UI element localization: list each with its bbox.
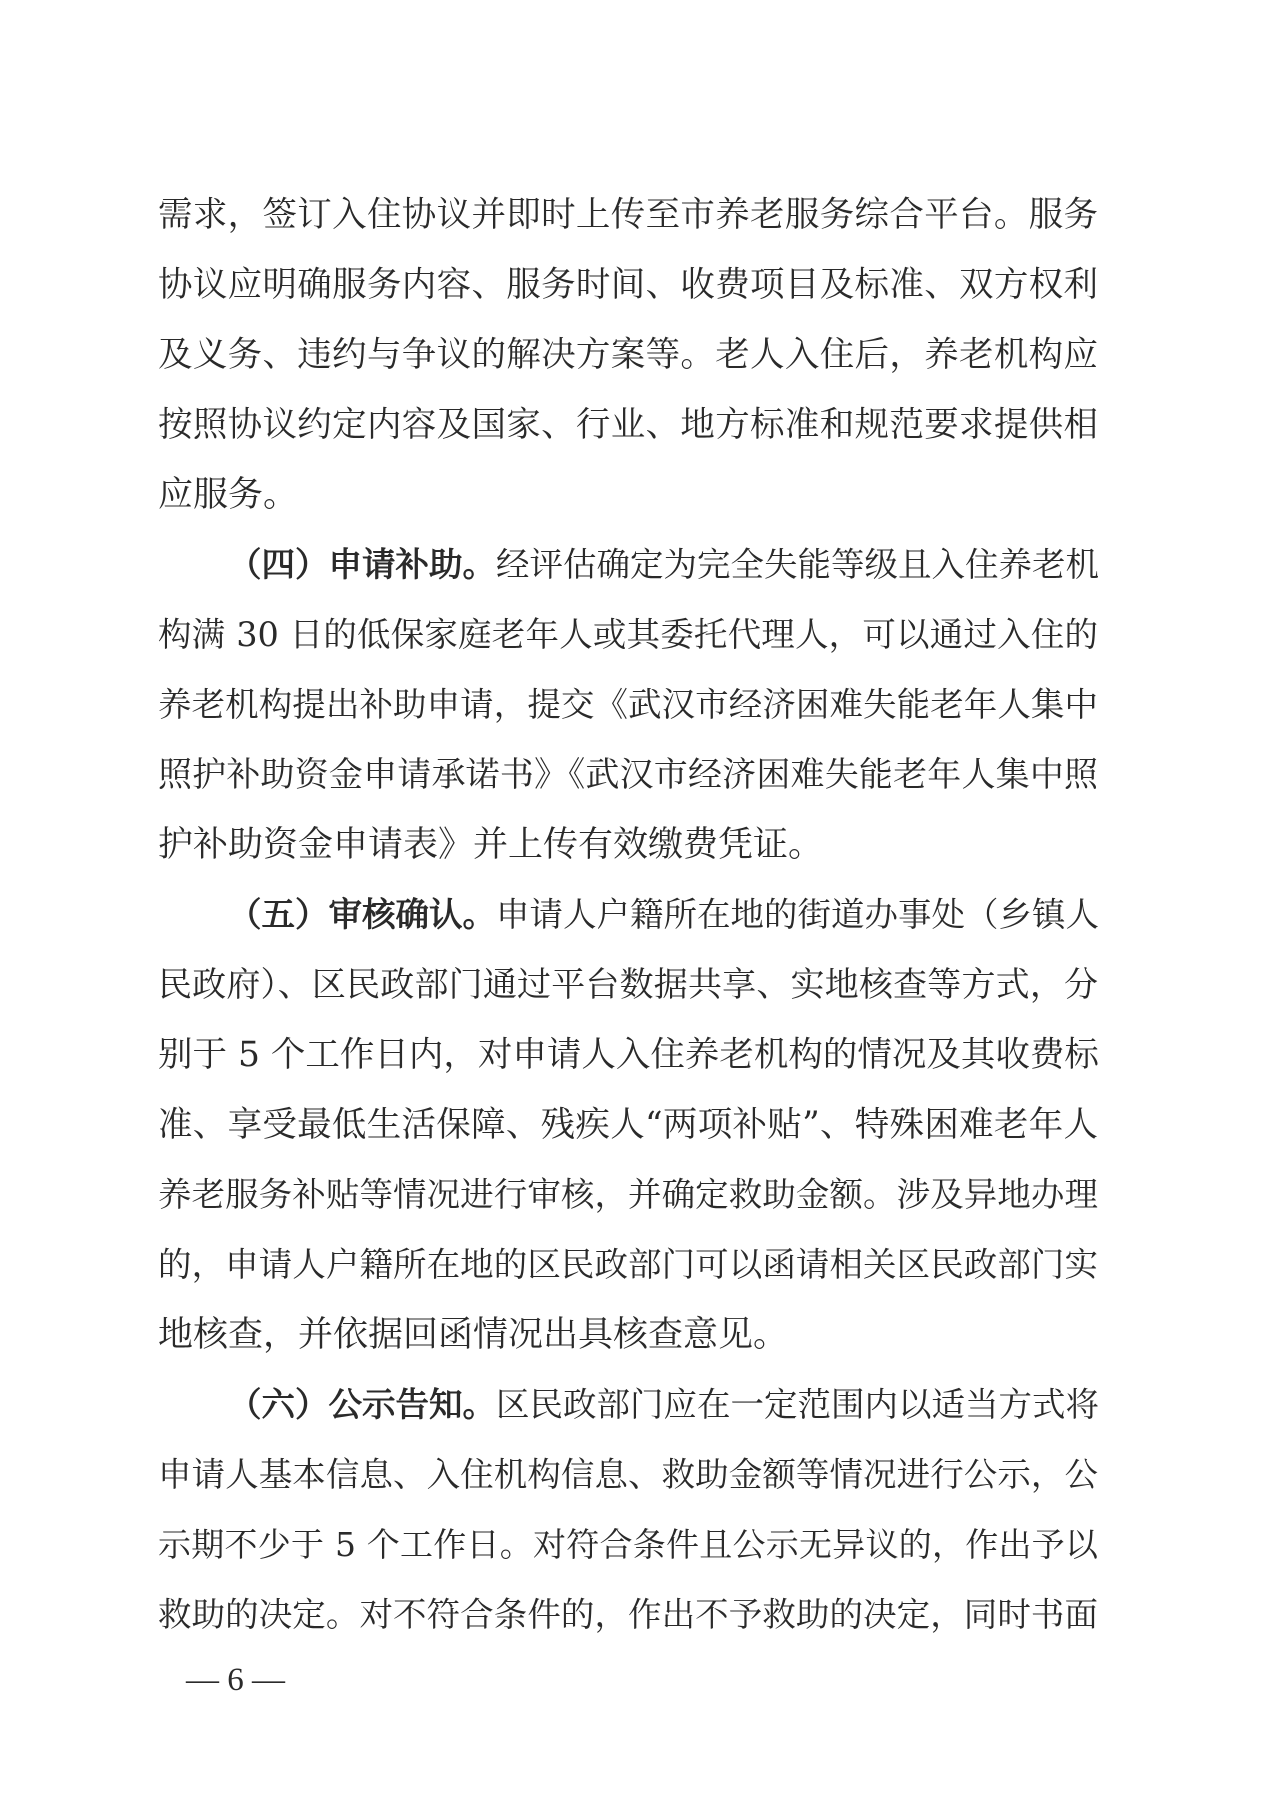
page-number: — 6 —: [186, 1662, 285, 1698]
paragraph-first-line: [228, 540, 1098, 590]
paragraph-line: 养老服务补贴等情况进行审核，并确定救助金额。涉及异地办理: [158, 1175, 1098, 1214]
paragraph-line: 救助的决定。对不符合条件的，作出不予救助的决定，同时书面: [158, 1595, 1098, 1634]
paragraph-line: 地核查，并依据回函情况出具核查意见。: [158, 1315, 789, 1355]
paragraph-first-line: [228, 1380, 1098, 1430]
section-heading: （六）公示告知。: [228, 1385, 496, 1424]
paragraph-line: 按照协议约定内容及国家、行业、地方标准和规范要求提供相: [158, 405, 1098, 445]
paragraph-line: 照护补助资金申请承诺书》《武汉市经济困难失能老年人集中照: [158, 755, 1098, 795]
paragraph-line: 应服务。: [158, 475, 299, 515]
paragraph-line: 协议应明确服务内容、服务时间、收费项目及标准、双方权利: [158, 265, 1098, 305]
paragraph-text: 经评估确定为完全失能等级且入住养老机: [496, 545, 1099, 584]
paragraph-line: 准、享受最低生活保障、残疾人“两项补贴”、特殊困难老年人: [158, 1105, 1098, 1145]
paragraph-line: 养老机构提出补助申请，提交《武汉市经济困难失能老年人集中: [158, 685, 1098, 724]
paragraph-line: 需求，签订入住协议并即时上传至市养老服务综合平台。服务: [158, 195, 1098, 235]
paragraph-line: 申请人基本信息、入住机构信息、救助金额等情况进行公示，公: [158, 1455, 1098, 1494]
paragraph-text: 申请人户籍所在地的街道办事处（乡镇人: [496, 895, 1099, 934]
paragraph-line: 示期不少于 5 个工作日。对符合条件且公示无异议的，作出予以: [158, 1525, 1098, 1564]
section-heading: （四）申请补助。: [228, 545, 496, 584]
paragraph-line: 及义务、违约与争议的解决方案等。老人入住后，养老机构应: [158, 335, 1098, 375]
paragraph-first-line: [228, 890, 1098, 940]
paragraph-text: 区民政部门应在一定范围内以适当方式将: [496, 1385, 1099, 1424]
section-heading: （五）审核确认。: [228, 895, 496, 934]
paragraph-line: 别于 5 个工作日内，对申请人入住养老机构的情况及其收费标: [158, 1035, 1099, 1075]
paragraph-line: 的，申请人户籍所在地的区民政部门可以函请相关区民政部门实: [158, 1245, 1098, 1284]
paragraph-line: 构满 30 日的低保家庭老年人或其委托代理人，可以通过入住的: [158, 615, 1098, 654]
paragraph-line: 护补助资金申请表》并上传有效缴费凭证。: [158, 825, 824, 865]
paragraph-line: 民政府）、区民政部门通过平台数据共享、实地核查等方式，分: [158, 965, 1098, 1005]
